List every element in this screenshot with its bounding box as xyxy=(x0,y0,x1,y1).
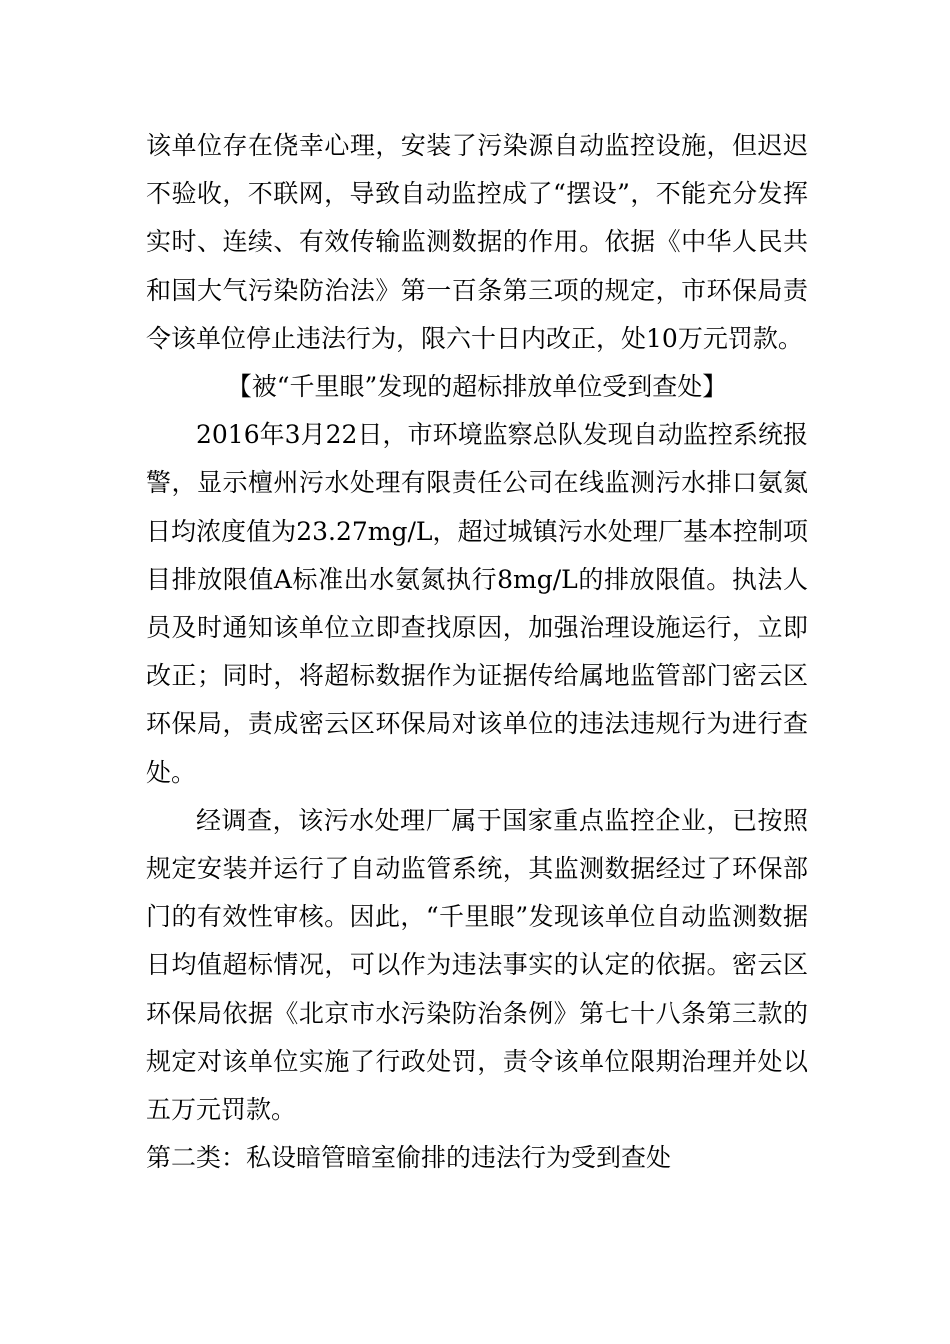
paragraph-case-report: 2016年3月22日，市环境监察总队发现自动监控系统报警，显示檀州污水处理有限责任公司在线监测污水排口氨氮日均浓度值为23.27mg/L，超过城镇污水处理厂基本控制项目排放限值A标准出水氨氮执行8mg/L的排放限值。执法人员及时通知该单位立即查找原因，加强治理设施运行，立即改正；同时，将超标数据作为证据传给属地监管部门密云区环保局，责成密云区环保局对该单位的违法违规行为进行查处。 xyxy=(146,420,808,787)
case-heading: 【被“千里眼”发现的超标排放单位受到查处】 xyxy=(226,372,728,402)
paragraph-continued: 该单位存在侥幸心理，安装了污染源自动监控设施，但迟迟不验收，不联网，导致自动监控成了“摆设”，不能充分发挥实时、连续、有效传输监测数据的作用。依据《中华人民共和国大气污染防治法》第一百条第三项的规定，市环保局责令该单位停止违法行为，限六十日内改正，处10万元罚款。 xyxy=(146,131,808,353)
document-body xyxy=(146,122,808,1182)
paragraph-investigation: 经调查，该污水处理厂属于国家重点监控企业，已按照规定安装并运行了自动监管系统，其监测数据经过了环保部门的有效性审核。因此，“千里眼”发现该单位自动监测数据日均值超标情况，可以作为违法事实的认定的依据。密云区环保局依据《北京市水污染防治条例》第七十八条第三款的规定对该单位实施了行政处罚，责令该单位限期治理并处以五万元罚款。 xyxy=(146,805,808,1125)
section-heading: 第二类：私设暗管暗室偷排的违法行为受到查处 xyxy=(146,1143,672,1173)
